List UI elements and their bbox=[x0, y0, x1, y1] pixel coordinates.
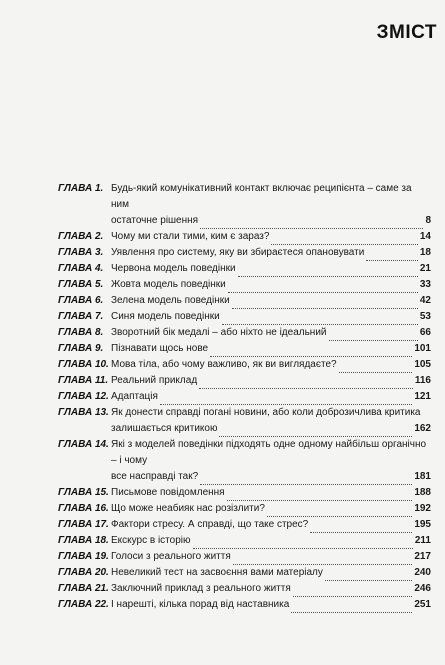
dot-leader bbox=[339, 362, 413, 373]
page-number: 14 bbox=[419, 231, 431, 242]
chapter-title-line: Пізнавати щось нове bbox=[111, 343, 209, 354]
dot-leader bbox=[267, 506, 412, 517]
page-number: 33 bbox=[419, 279, 431, 290]
chapter-label: ГЛАВА 8. bbox=[58, 327, 104, 338]
toc-entry bbox=[58, 229, 431, 245]
page-number: 162 bbox=[414, 423, 431, 434]
toc-entry bbox=[58, 581, 431, 597]
toc-entry bbox=[58, 549, 431, 565]
toc-entry bbox=[58, 565, 431, 581]
dot-leader bbox=[232, 298, 418, 309]
chapter-title-line: Заключний приклад з реального життя bbox=[111, 583, 291, 594]
page-number: 246 bbox=[414, 583, 431, 594]
page-number: 251 bbox=[414, 599, 431, 610]
chapter-title-line: Що може неабияк нас розізлити? bbox=[111, 503, 265, 514]
dot-leader bbox=[200, 474, 412, 485]
chapter-label: ГЛАВА 14. bbox=[58, 439, 109, 450]
dot-leader bbox=[228, 282, 418, 293]
chapter-label: ГЛАВА 17. bbox=[58, 519, 109, 530]
chapter-title-line: все насправді так? bbox=[111, 471, 199, 482]
chapter-label: ГЛАВА 7. bbox=[58, 311, 104, 322]
toc-entry bbox=[58, 485, 431, 501]
dot-leader bbox=[325, 570, 412, 581]
chapter-title-line: І нарешті, кілька порад від наставника bbox=[111, 599, 290, 610]
chapter-title-line: Червона модель поведінки bbox=[111, 263, 236, 274]
dot-leader bbox=[199, 378, 413, 389]
chapter-title-line: Синя модель поведінки bbox=[111, 311, 220, 322]
chapter-label: ГЛАВА 22. bbox=[58, 599, 109, 610]
table-of-contents bbox=[58, 181, 431, 613]
page-number: 53 bbox=[419, 311, 431, 322]
dot-leader bbox=[310, 522, 412, 533]
chapter-label: ГЛАВА 13. bbox=[58, 407, 109, 418]
chapter-title-line: Зелена модель поведінки bbox=[111, 295, 230, 306]
toc-entry bbox=[58, 325, 431, 341]
page-number: 105 bbox=[414, 359, 431, 370]
page-number: 21 bbox=[419, 263, 431, 274]
chapter-label: ГЛАВА 1. bbox=[58, 183, 104, 194]
dot-leader bbox=[291, 602, 412, 613]
chapter-label: ГЛАВА 4. bbox=[58, 263, 104, 274]
chapter-title-line: Які з моделей поведінки підходять одне одному найбільш органічно – і чому bbox=[111, 439, 427, 466]
chapter-title-line: Фактори стресу. А справді, що таке стрес? bbox=[111, 519, 309, 530]
toc-entry bbox=[58, 597, 431, 613]
chapter-label: ГЛАВА 11. bbox=[58, 375, 109, 386]
toc-entry bbox=[58, 357, 431, 373]
page-number: 192 bbox=[414, 503, 431, 514]
toc-entry bbox=[58, 437, 431, 485]
page-title: ЗМІСТ bbox=[376, 22, 437, 43]
chapter-label: ГЛАВА 10. bbox=[58, 359, 109, 370]
dot-leader bbox=[238, 266, 418, 277]
page-number: 42 bbox=[419, 295, 431, 306]
chapter-title-line: Реальний приклад bbox=[111, 375, 198, 386]
page-number: 8 bbox=[425, 215, 431, 226]
dot-leader bbox=[210, 346, 412, 357]
dot-leader bbox=[293, 586, 413, 597]
dot-leader bbox=[227, 490, 413, 501]
toc-entry bbox=[58, 261, 431, 277]
dot-leader bbox=[222, 314, 418, 325]
chapter-label: ГЛАВА 3. bbox=[58, 247, 104, 258]
chapter-label: ГЛАВА 5. bbox=[58, 279, 104, 290]
toc-entry bbox=[58, 501, 431, 517]
page-number: 188 bbox=[414, 487, 431, 498]
chapter-title-line: Зворотний бік медалі – або ніхто не ідеальний bbox=[111, 327, 327, 338]
toc-entry bbox=[58, 373, 431, 389]
page-number: 240 bbox=[414, 567, 431, 578]
chapter-label: ГЛАВА 2. bbox=[58, 231, 104, 242]
toc-entry bbox=[58, 405, 431, 437]
page-number: 66 bbox=[419, 327, 431, 338]
page-number: 195 bbox=[414, 519, 431, 530]
chapter-label: ГЛАВА 19. bbox=[58, 551, 109, 562]
dot-leader bbox=[233, 554, 413, 565]
page-number: 18 bbox=[419, 247, 431, 258]
chapter-label: ГЛАВА 9. bbox=[58, 343, 104, 354]
chapter-label: ГЛАВА 20. bbox=[58, 567, 109, 578]
chapter-title-line: Жовта модель поведінки bbox=[111, 279, 226, 290]
chapter-title-line: Голоси з реального життя bbox=[111, 551, 231, 562]
chapter-title-line: Письмове повідомлення bbox=[111, 487, 225, 498]
dot-leader bbox=[271, 234, 417, 245]
page-number: 116 bbox=[414, 375, 431, 386]
chapter-label: ГЛАВА 18. bbox=[58, 535, 109, 546]
toc-entry bbox=[58, 293, 431, 309]
chapter-label: ГЛАВА 15. bbox=[58, 487, 109, 498]
chapter-label: ГЛАВА 6. bbox=[58, 295, 104, 306]
chapter-title-line: Адаптація bbox=[111, 391, 158, 402]
toc-entry bbox=[58, 245, 431, 261]
chapter-title-line: Невеликий тест на засвоєння вами матеріалу bbox=[111, 567, 323, 578]
toc-entry bbox=[58, 533, 431, 549]
chapter-title-line: остаточне рішення bbox=[111, 215, 199, 226]
chapter-title-line: Чому ми стали тими, ким є зараз? bbox=[111, 231, 270, 242]
dot-leader bbox=[200, 218, 423, 229]
page-number: 181 bbox=[414, 471, 431, 482]
toc-entry bbox=[58, 309, 431, 325]
chapter-title-line: Екскурс в історію bbox=[111, 535, 191, 546]
chapter-title-line: залишається критикою bbox=[111, 423, 218, 434]
dot-leader bbox=[219, 426, 412, 437]
toc-entry bbox=[58, 517, 431, 533]
dot-leader bbox=[366, 250, 418, 261]
page-number: 211 bbox=[414, 535, 431, 546]
toc-entry bbox=[58, 341, 431, 357]
chapter-title-line: Будь-який комунікативний контакт включає реципієнта – саме за ним bbox=[111, 183, 412, 210]
page-number: 101 bbox=[414, 343, 431, 354]
toc-entry bbox=[58, 277, 431, 293]
chapter-title-line: Мова тіла, або чому важливо, як ви виглядаєте? bbox=[111, 359, 337, 370]
chapter-title-line: Як донести справді погані новини, або коли доброзичлива критика bbox=[111, 407, 421, 418]
page-number: 121 bbox=[414, 391, 431, 402]
chapter-label: ГЛАВА 12. bbox=[58, 391, 109, 402]
toc-entry bbox=[58, 389, 431, 405]
page-number: 217 bbox=[414, 551, 431, 562]
dot-leader bbox=[329, 330, 418, 341]
dot-leader bbox=[160, 394, 412, 405]
toc-entry bbox=[58, 181, 431, 229]
dot-leader bbox=[193, 538, 413, 549]
chapter-label: ГЛАВА 16. bbox=[58, 503, 109, 514]
chapter-label: ГЛАВА 21. bbox=[58, 583, 109, 594]
chapter-title-line: Уявлення про систему, яку ви збираєтеся опановувати bbox=[111, 247, 365, 258]
